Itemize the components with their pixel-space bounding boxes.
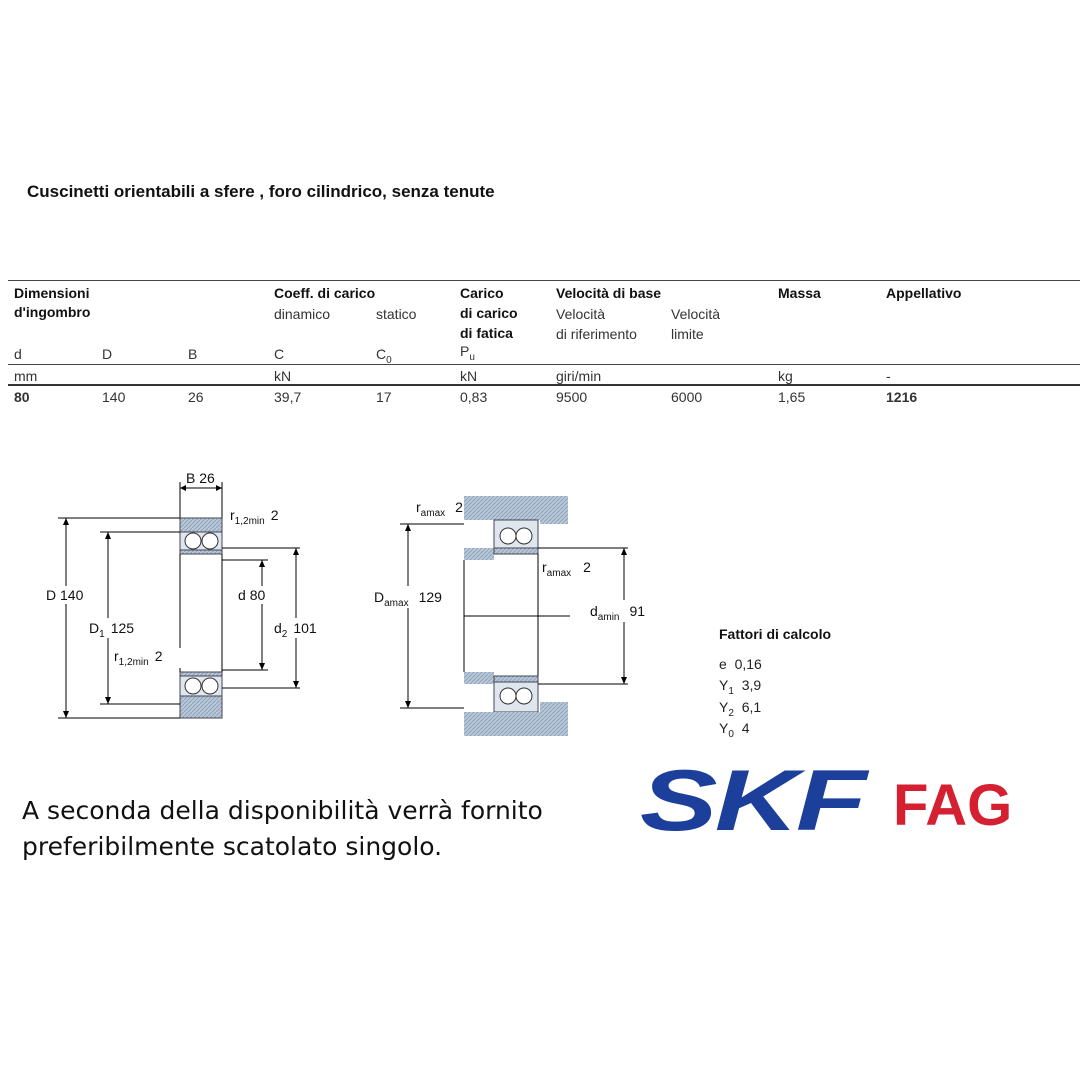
cell-vel-lim: 6000	[671, 389, 703, 405]
header-carico: Carico	[460, 285, 504, 301]
factor-e: e 0,16	[719, 656, 762, 672]
cell-C0: 17	[376, 389, 392, 405]
availability-note-line2: preferibilmente scatolato singolo.	[22, 832, 443, 861]
symbol-d: d	[14, 346, 22, 362]
cell-appellativo: 1216	[886, 389, 918, 405]
header-massa: Massa	[778, 285, 821, 301]
unit-giri-min: giri/min	[556, 368, 602, 384]
cell-C: 39,7	[274, 389, 302, 405]
header-dimensioni: Dimensioni	[14, 285, 90, 301]
page-title: Cuscinetti orientabili a sfere , foro cilindrico, senza tenute	[27, 182, 495, 201]
dim-D1-label: $D_1$ 125	[89, 620, 135, 640]
table-header-rule	[8, 364, 1080, 365]
header-vel-lim: Velocità	[671, 306, 721, 322]
dim-r-bottom: $r_{1,2min}$ 2	[114, 648, 163, 668]
symbol-Pu: $P_u$	[460, 343, 475, 363]
cell-d: 80	[14, 389, 30, 405]
dim-ramax-mid: $r_{amax}$ 2	[542, 559, 591, 579]
header-vel-rif: Velocità	[556, 306, 606, 322]
availability-note-line1: A seconda della disponibilità verrà fornito	[22, 796, 543, 825]
unit-kg: kg	[778, 368, 793, 384]
unit-dash: -	[886, 368, 891, 384]
symbol-B: B	[188, 346, 198, 362]
cell-Pu: 0,83	[460, 389, 488, 405]
header-statico: statico	[376, 306, 417, 322]
table-units-rule	[8, 384, 1080, 386]
dim-ramax-top: $r_{amax}$ 2	[416, 499, 463, 519]
factor-Y1: $Y_1$ 3,9	[719, 677, 762, 697]
header-coeff: Coeff. di carico	[274, 285, 376, 301]
cell-D: 140	[102, 389, 126, 405]
symbol-D: D	[102, 346, 113, 362]
dim-B-label: B 26	[186, 470, 215, 486]
fag-logo: FAG	[893, 773, 1013, 838]
factor-Y0: $Y_0$ 4	[719, 720, 750, 740]
unit-kN-carico: kN	[274, 368, 292, 384]
bearing-dimension-drawing	[0, 460, 360, 730]
dim-r-top: $r_{1,2min}$ 2	[230, 507, 279, 527]
header-dimensioni-2: d'ingombro	[14, 304, 91, 320]
unit-kN-fatica: kN	[460, 368, 478, 384]
header-appellativo: Appellativo	[886, 285, 962, 301]
skf-logo: SKF	[640, 753, 865, 849]
header-carico-3: di fatica	[460, 325, 513, 341]
dim-Damax-label: $D_{amax}$ 129	[374, 589, 442, 609]
dim-damin-label: $d_{amin}$ 91	[590, 603, 646, 623]
header-carico-2: di carico	[460, 305, 518, 321]
cell-B: 26	[188, 389, 204, 405]
cell-vel-rif: 9500	[556, 389, 588, 405]
header-vel-rif-2: di riferimento	[556, 326, 637, 342]
symbol-C: C	[274, 346, 285, 362]
abutment-dimension-drawing	[360, 490, 680, 740]
factor-Y2: $Y_2$ 6,1	[719, 699, 762, 719]
header-vel-lim-2: limite	[671, 326, 704, 342]
cell-massa: 1,65	[778, 389, 806, 405]
unit-mm: mm	[14, 368, 38, 384]
header-velocita: Velocità di base	[556, 285, 662, 301]
header-dinamico: dinamico	[274, 306, 331, 322]
symbol-C0: $C_0$	[376, 346, 392, 366]
table-top-rule	[8, 280, 1080, 281]
dim-d-label: d 80	[238, 587, 266, 603]
dim-D-label: D 140	[46, 587, 84, 603]
factors-title: Fattori di calcolo	[719, 626, 832, 642]
dim-d2-label: $d_2$ 101	[274, 620, 317, 640]
